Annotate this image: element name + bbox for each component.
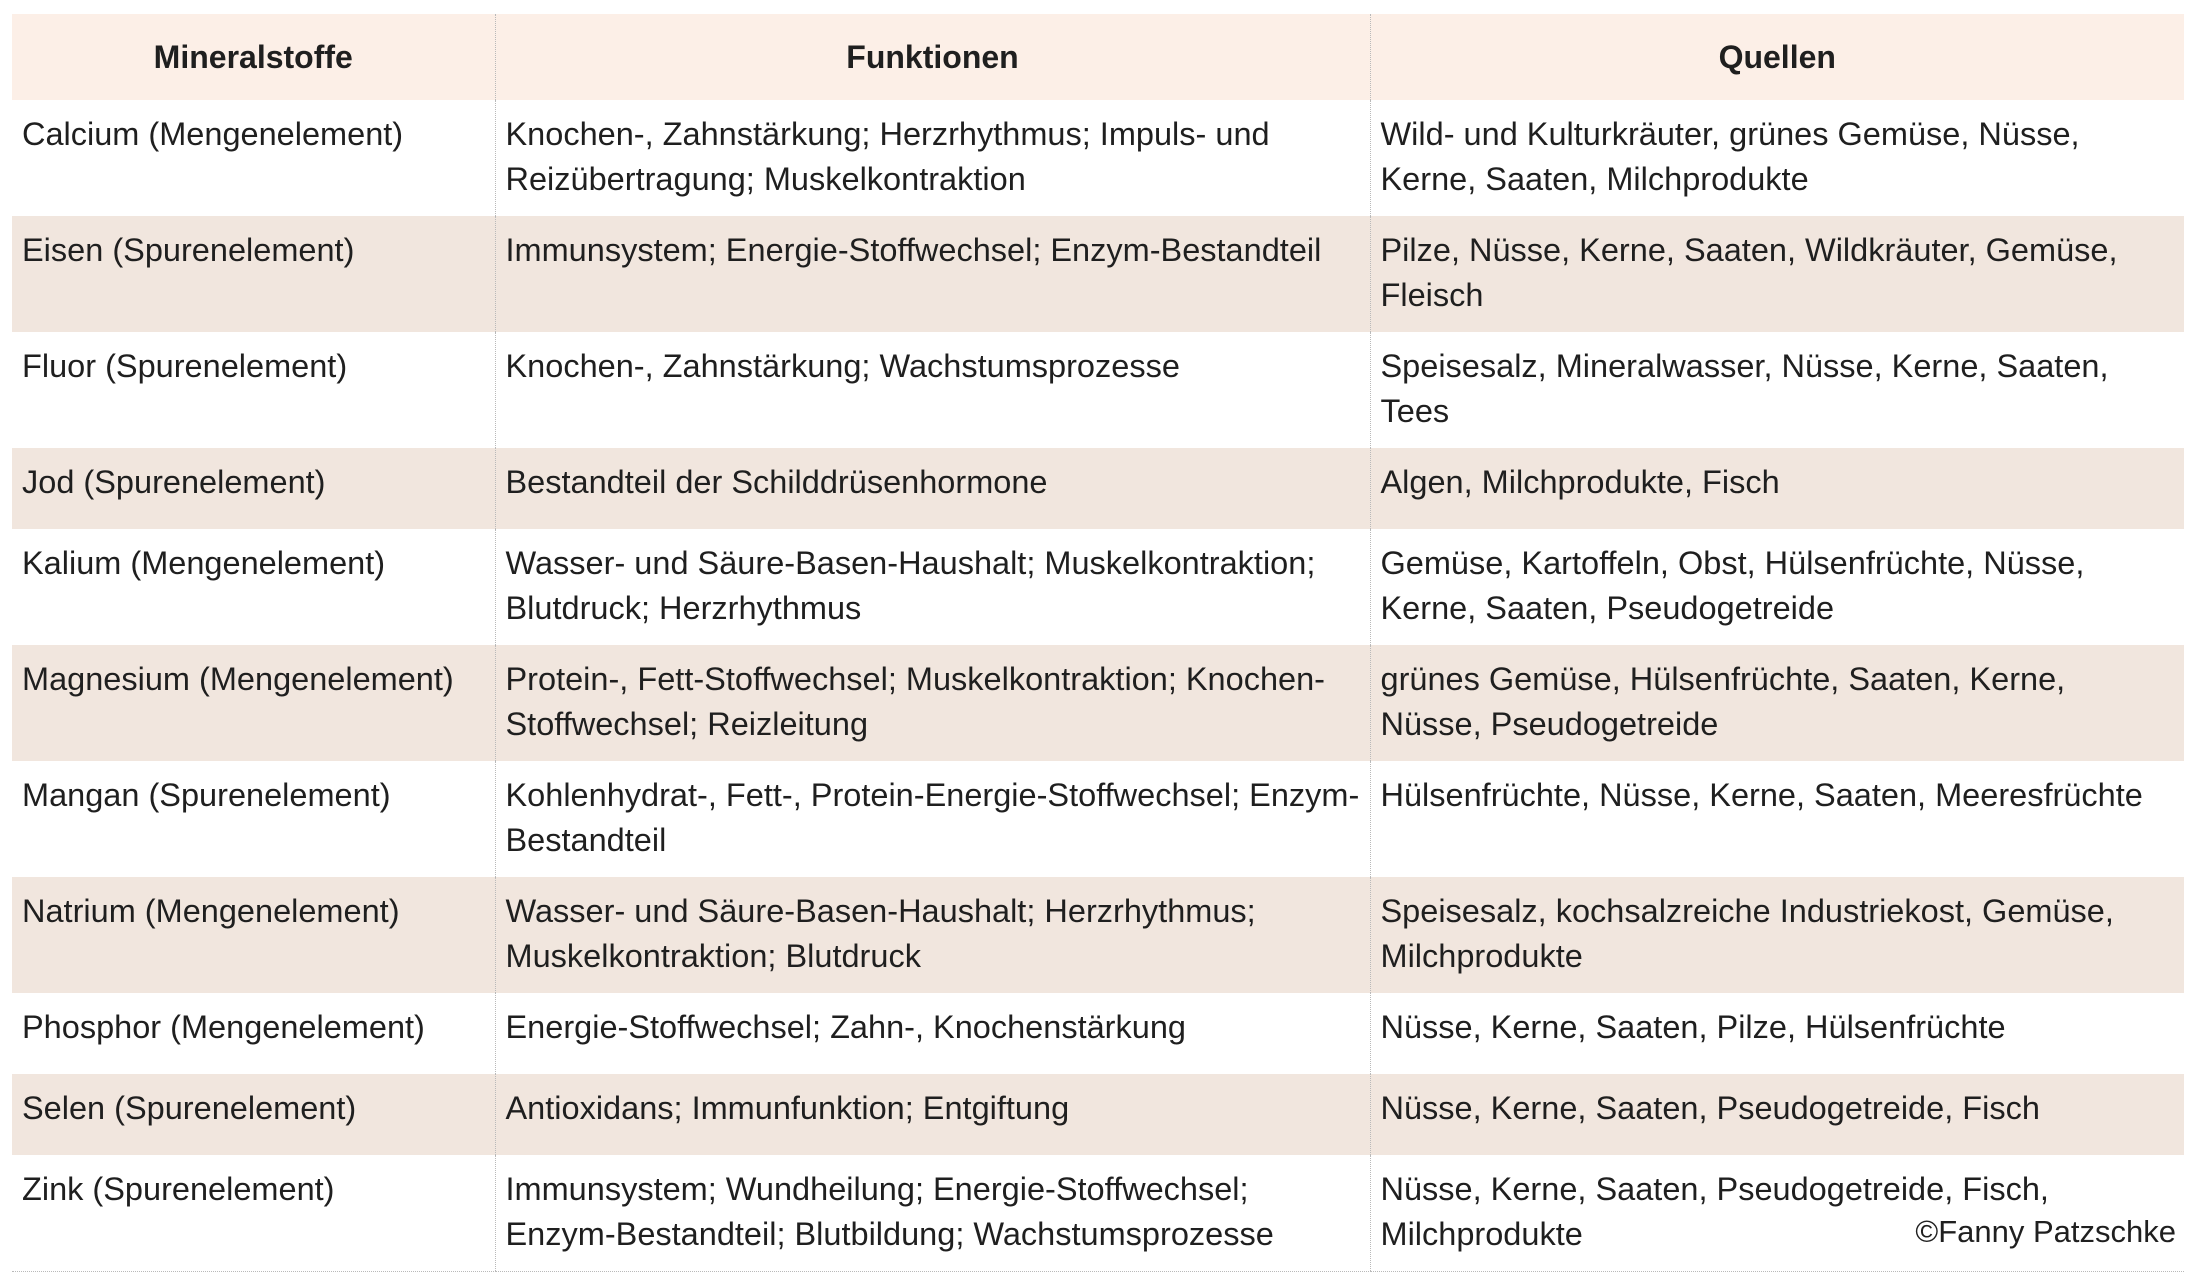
header-mineralstoffe: Mineralstoffe bbox=[12, 14, 495, 100]
cell-mineral: Selen (Spurenelement) bbox=[12, 1074, 495, 1155]
table-body bbox=[12, 100, 2184, 1272]
table-header bbox=[12, 14, 2184, 100]
cell-quellen: Hülsenfrüchte, Nüsse, Kerne, Saaten, Meeresfrüchte bbox=[1370, 761, 2184, 877]
cell-funktionen: Wasser- und Säure-Basen-Haushalt; Herzrhythmus; Muskelkontraktion; Blutdruck bbox=[495, 877, 1370, 993]
cell-funktionen: Kohlenhydrat-, Fett-, Protein-Energie-Stoffwechsel; Enzym-Bestandteil bbox=[495, 761, 1370, 877]
cell-mineral: Jod (Spurenelement) bbox=[12, 448, 495, 529]
cell-funktionen: Energie-Stoffwechsel; Zahn-, Knochenstärkung bbox=[495, 993, 1370, 1074]
cell-funktionen: Bestandteil der Schilddrüsenhormone bbox=[495, 448, 1370, 529]
cell-quellen: Pilze, Nüsse, Kerne, Saaten, Wildkräuter, Gemüse, Fleisch bbox=[1370, 216, 2184, 332]
table-row bbox=[12, 645, 2184, 761]
table-row bbox=[12, 448, 2184, 529]
table-row bbox=[12, 1074, 2184, 1155]
mineral-table-container bbox=[12, 14, 2184, 1272]
cell-mineral: Calcium (Mengenelement) bbox=[22, 116, 404, 152]
cell-mineral: Natrium (Mengenelement) bbox=[12, 877, 495, 993]
cell-funktionen: Protein-, Fett-Stoffwechsel; Muskelkontraktion; Knochen-Stoffwechsel; Reizleitung bbox=[495, 645, 1370, 761]
cell-funktionen: Immunsystem; Energie-Stoffwechsel; Enzym-Bestandteil bbox=[495, 216, 1370, 332]
mineral-table bbox=[12, 14, 2184, 1272]
cell-quellen: Speisesalz, Mineralwasser, Nüsse, Kerne, Saaten, Tees bbox=[1370, 332, 2184, 448]
cell-quellen: Speisesalz, kochsalzreiche Industriekost, Gemüse, Milchprodukte bbox=[1370, 877, 2184, 993]
table-row bbox=[12, 332, 2184, 448]
table-row bbox=[12, 993, 2184, 1074]
cell-mineral: Fluor (Spurenelement) bbox=[22, 348, 348, 384]
cell-mineral: Mangan (Spurenelement) bbox=[22, 777, 391, 813]
table-row bbox=[12, 761, 2184, 877]
table-row bbox=[12, 529, 2184, 645]
table-row bbox=[12, 1155, 2184, 1272]
table-row bbox=[12, 877, 2184, 993]
cell-quellen: Algen, Milchprodukte, Fisch bbox=[1370, 448, 2184, 529]
cell-mineral: Zink (Spurenelement) bbox=[12, 1155, 495, 1272]
cell-quellen: grünes Gemüse, Hülsenfrüchte, Saaten, Kerne, Nüsse, Pseudogetreide bbox=[1370, 645, 2184, 761]
cell-mineral: Eisen (Spurenelement) bbox=[12, 216, 495, 332]
cell-funktionen: Wasser- und Säure-Basen-Haushalt; Muskelkontraktion; Blutdruck; Herzrhythmus bbox=[495, 529, 1370, 645]
cell-quellen: Wild- und Kulturkräuter, grünes Gemüse, Nüsse, Kerne, Saaten, Milchprodukte bbox=[1370, 100, 2184, 216]
cell-funktionen: Antioxidans; Immunfunktion; Entgiftung bbox=[495, 1074, 1370, 1155]
cell-mineral: Kalium (Mengenelement) bbox=[22, 545, 386, 581]
header-row bbox=[12, 14, 2184, 100]
copyright-notice: ©Fanny Patzschke bbox=[1915, 1214, 2176, 1249]
cell-mineral: Magnesium (Mengenelement) bbox=[12, 645, 495, 761]
cell-quellen: Nüsse, Kerne, Saaten, Pseudogetreide, Fisch bbox=[1370, 1074, 2184, 1155]
cell-funktionen: Knochen-, Zahnstärkung; Wachstumsprozesse bbox=[495, 332, 1370, 448]
cell-quellen: Nüsse, Kerne, Saaten, Pseudogetreide, Fisch, Milchprodukte bbox=[1370, 1155, 2184, 1272]
cell-mineral: Phosphor (Mengenelement) bbox=[22, 1009, 425, 1045]
table-row bbox=[12, 100, 2184, 216]
table-row bbox=[12, 216, 2184, 332]
cell-quellen: Nüsse, Kerne, Saaten, Pilze, Hülsenfrüchte bbox=[1370, 993, 2184, 1074]
header-funktionen: Funktionen bbox=[495, 14, 1370, 100]
cell-quellen: Gemüse, Kartoffeln, Obst, Hülsenfrüchte, Nüsse, Kerne, Saaten, Pseudogetreide bbox=[1370, 529, 2184, 645]
cell-funktionen: Knochen-, Zahnstärkung; Herzrhythmus; Impuls- und Reizübertragung; Muskelkontraktion bbox=[495, 100, 1370, 216]
cell-funktionen: Immunsystem; Wundheilung; Energie-Stoffwechsel; Enzym-Bestandteil; Blutbildung; Wachstumsprozesse bbox=[495, 1155, 1370, 1272]
header-quellen: Quellen bbox=[1370, 14, 2184, 100]
